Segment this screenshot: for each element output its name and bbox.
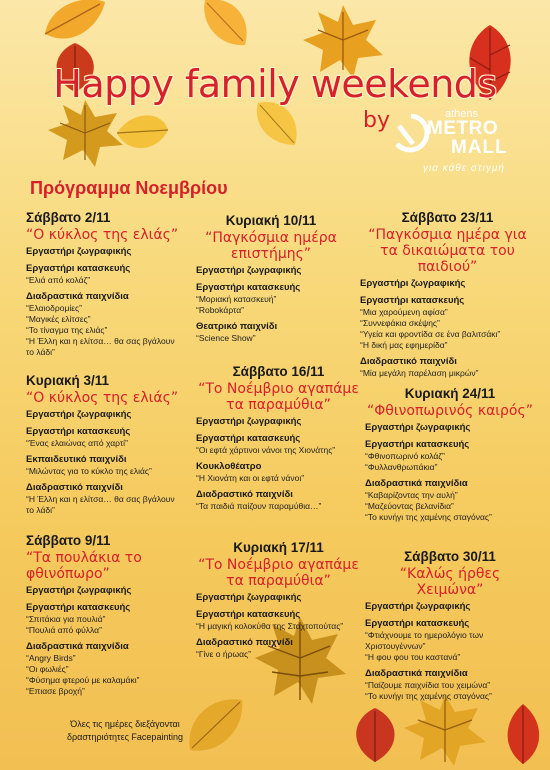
workshop-title: Εργαστήρι ζωγραφικής [26, 585, 132, 596]
workshop [196, 637, 361, 660]
event-card [26, 533, 206, 697]
workshop [196, 461, 361, 484]
event-theme: “Φθινοπωρινός καιρός” [367, 403, 533, 419]
workshop-title: Κουκλοθέατρο [196, 461, 262, 472]
workshop [365, 601, 535, 613]
workshop [26, 482, 206, 516]
workshop-title: Εργαστήρι κατασκευής [196, 609, 301, 620]
workshop-title: Διαδραστικά παιχνίδια [365, 668, 468, 679]
event-theme: “Καλώς ήρθες Χειμώνα” [399, 566, 501, 598]
event-theme: “Το Νοέμβριο αγαπάμε τα παραμύθια” [198, 557, 359, 589]
workshop-item: “Angry Birds” [26, 653, 76, 663]
workshop-title: Εργαστήρι κατασκευής [365, 618, 470, 629]
event-date: Κυριακή 10/11 [225, 213, 317, 228]
workshop-item: “Μαζεύοντας βελανίδια” [365, 501, 454, 511]
leaf-icon [112, 108, 172, 158]
event-card [196, 213, 346, 344]
workshop-title: Εργαστήρι κατασκευής [26, 263, 131, 274]
workshop-item: “Ελιά από κολάζ” [26, 275, 91, 285]
workshop [26, 602, 206, 636]
workshop [196, 592, 361, 604]
workshop [360, 356, 535, 379]
workshop [26, 454, 206, 477]
event-date: Σάββατο 16/11 [232, 364, 325, 379]
workshop-item: “Καβαρίζοντας την αυλή” [365, 490, 458, 500]
workshop-title: Εργαστήρι ζωγραφικής [26, 246, 132, 257]
workshop-title: Εκπαιδευτικό παιχνίδι [26, 454, 127, 465]
event-theme: “Παγκόσμια ημέρα επιστήμης” [205, 230, 337, 262]
workshop-item: “Οι φωλιές” [26, 664, 69, 674]
workshop-item: “Μιλώντας για το κύκλο της ελιάς” [26, 466, 152, 476]
workshop-item: “Μία μεγάλη παρέλαση μικρών” [360, 368, 479, 378]
workshop [365, 439, 535, 473]
workshop-title: Εργαστήρι ζωγραφικής [26, 409, 132, 420]
workshop-item: “Φυλλανθρωπάκια” [365, 462, 438, 472]
workshop-title: Θεατρικό παιχνίδι [196, 321, 278, 332]
workshop-title: Εργαστήρι κατασκευής [26, 602, 131, 613]
workshop [26, 585, 206, 597]
workshop [26, 291, 206, 358]
workshop-title: Διαδραστικά παιχνίδια [26, 641, 129, 652]
logo-metro: METRO [427, 118, 499, 139]
workshop-item: “Μια χαρούμενη αφίσα” [360, 307, 448, 317]
workshop-item: “Η μαγική κολοκύθα της Σταχτοπούτας” [196, 621, 344, 631]
workshop-title: Εργαστήρι κατασκευής [365, 439, 470, 450]
event-date: Σάββατο 9/11 [26, 533, 111, 548]
workshop-item: “Η Έλλη και η ελίτσα… θα σας βγάλουν το λάδι” [26, 336, 175, 357]
workshop-title: Εργαστήρι ζωγραφικής [360, 278, 466, 289]
workshop-item: “Υγεία και φροντίδα σε ένα βαλιτσάκι” [360, 329, 501, 339]
workshop [26, 263, 206, 286]
workshop-item: “Τα παιδιά παίζουν παραμύθια…” [196, 501, 322, 511]
workshop [365, 618, 535, 663]
workshop-item: “Φθινοπωρινό κολάζ” [365, 451, 445, 461]
event-card [26, 373, 206, 516]
event-theme: “Το Νοέμβριο αγαπάμε τα παραμύθια” [198, 381, 359, 413]
workshop-item: “Η φου φου του καστανά” [365, 652, 461, 662]
workshop-item: “Παίζουμε παιχνίδια του χειμώνα” [365, 680, 491, 690]
workshop-title: Εργαστήρι ζωγραφικής [365, 422, 471, 433]
workshop-item: “Πουλιά από φύλλα” [26, 625, 102, 635]
event-card [26, 210, 206, 358]
leaf-icon [498, 700, 548, 768]
event-card [196, 540, 361, 660]
workshop [365, 478, 535, 523]
workshop-item: “Γίνε ο ήρωας” [196, 649, 251, 659]
workshop [196, 609, 361, 632]
event-card [360, 210, 535, 379]
event-date: Σάββατο 23/11 [401, 210, 494, 225]
workshop [196, 433, 361, 456]
workshop-item: “Φτιάχνουμε το ημερολόγιο των Χριστουγέννων” [365, 630, 484, 651]
event-date: Σάββατο 2/11 [26, 210, 111, 225]
event-date: Κυριακή 17/11 [233, 540, 324, 555]
workshop [196, 489, 361, 512]
event-card [365, 549, 535, 702]
workshop-title: Εργαστήρι ζωγραφικής [196, 265, 302, 276]
workshop-title: Διαδραστικό παιχνίδι [196, 489, 293, 500]
leaf-icon [400, 690, 490, 770]
event-card [196, 364, 361, 512]
workshop-item: “Science Show” [196, 333, 256, 343]
workshop-item: “Οι εφτά χάρτινοι νάνοι της Χιονάτης” [196, 445, 336, 455]
event-theme: “Παγκόσμια ημέρα για τα δικαιώματα του παιδιού” [368, 227, 527, 275]
event-theme: “Ο κύκλος της ελιάς” [26, 227, 179, 243]
workshop-title: Διαδραστικό παιχνίδι [26, 482, 123, 493]
poster-title: Happy family weekends [53, 62, 497, 106]
workshop-title: Διαδραστικό παιχνίδι [360, 356, 457, 367]
logo-tagline: για κάθε στιγμή [423, 163, 505, 174]
leaf-icon [195, 0, 255, 50]
workshop-item: “Το τίναγμα της ελιάς” [26, 325, 108, 335]
workshop-title: Εργαστήρι κατασκευής [196, 433, 301, 444]
logo-emblem-icon [393, 114, 429, 154]
workshop-item: “Φύσημα φτερού με καλαμάκι” [26, 675, 140, 685]
workshop-item: “Μαγικές ελίτσες” [26, 314, 91, 324]
event-date: Κυριακή 3/11 [26, 373, 110, 388]
workshop-item: “Το κυνήγι της χαμένης σταγόνας” [365, 691, 492, 701]
program-title: Πρόγραμμα Νοεμβρίου [30, 178, 228, 198]
event-theme: “Τα πουλάκια το φθινόπωρο” [26, 550, 142, 582]
by-label: by [363, 108, 390, 133]
workshop [360, 295, 535, 351]
workshop [26, 246, 206, 258]
workshop-item: “Μοριακή κατασκευή” [196, 294, 277, 304]
workshop-title: Εργαστήρι κατασκευής [360, 295, 465, 306]
workshop-item: “Ελαιοδρομίες” [26, 303, 82, 313]
workshop-title: Διαδραστικά παιχνίδια [26, 291, 129, 302]
metro-mall-logo [393, 108, 538, 180]
workshop-title: Διαδραστικό παιχνίδι [196, 637, 293, 648]
workshop [365, 668, 535, 702]
workshop-item: “Η δική μας εφημερίδα” [360, 340, 448, 350]
workshop-title: Εργαστήρι κατασκευής [196, 282, 301, 293]
event-theme: “Ο κύκλος της ελιάς” [26, 390, 179, 406]
workshop-title: Διαδραστικά παιχνίδια [365, 478, 468, 489]
workshop-item: “Η Έλλη και η ελίτσα… θα σας βγάλουν το λάδι” [26, 494, 175, 515]
event-card [365, 386, 535, 523]
workshop [196, 416, 361, 428]
workshop-item: “Η Χιονάτη και οι εφτά νάνοι” [196, 473, 305, 483]
workshop-title: Εργαστήρι κατασκευής [26, 426, 131, 437]
workshop-item: “Ένας ελαιώνας από χαρτί” [26, 438, 128, 448]
workshop-item: “Σπιτάκια για πουλιά” [26, 614, 106, 624]
workshop [26, 409, 206, 421]
event-date: Σάββατο 30/11 [404, 549, 496, 564]
workshop-item: “Robokάρτα” [196, 305, 245, 315]
workshop-title: Εργαστήρι ζωγραφικής [196, 592, 302, 603]
workshop [196, 265, 346, 277]
workshop-item: “Συννεφάκια σκέψης” [360, 318, 440, 328]
workshop [196, 321, 346, 344]
workshop [26, 426, 206, 449]
logo-athens: athens [445, 108, 479, 120]
workshop-title: Εργαστήρι ζωγραφικής [365, 601, 471, 612]
workshop-title: Εργαστήρι ζωγραφικής [196, 416, 302, 427]
event-date: Κυριακή 24/11 [404, 386, 496, 401]
workshop [360, 278, 535, 290]
workshop [196, 282, 346, 316]
workshop-item: “Επιασε βροχή” [26, 686, 85, 696]
workshop-item: “Το κυνήγι της χαμένης σταγόνας” [365, 512, 492, 522]
logo-mall: MALL [451, 137, 508, 158]
workshop [26, 641, 206, 697]
leaf-icon [345, 705, 405, 765]
footnote: Όλες τις ημέρες διεξάγονται δραστηριότητες Facepainting [67, 719, 183, 742]
workshop [365, 422, 535, 434]
